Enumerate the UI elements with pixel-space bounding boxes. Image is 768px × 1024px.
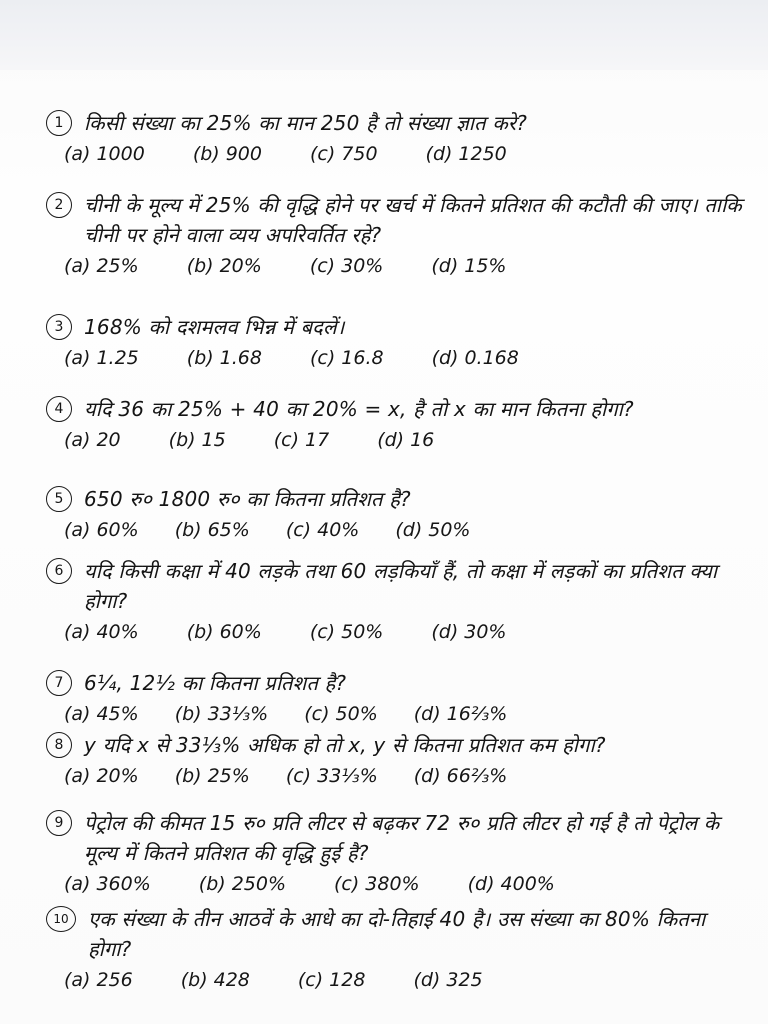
question-5 xyxy=(46,484,746,544)
option-a: (a) 256 xyxy=(64,969,133,991)
question-number: 8 xyxy=(46,732,72,758)
option-b: (b) 20% xyxy=(186,255,262,277)
question-number: 9 xyxy=(46,810,72,836)
question-text: एक संख्या के तीन आठवें के आधे का दो-तिहाई 40 है। उस संख्या का 80% कितना होगा? xyxy=(88,907,706,961)
option-c: (c) 50% xyxy=(309,621,384,643)
question-text: 168% को दशमलव भिन्न में बदलें। xyxy=(84,315,345,339)
question-7 xyxy=(46,668,746,728)
option-a: (a) 360% xyxy=(64,873,151,895)
question-text: चीनी के मूल्य में 25% की वृद्धि होने पर खर्च में कितने प्रतिशत की कटौती की जाए। ताकि चीनी पर होने वाला व्यय अपरिवर्तित रहे? xyxy=(84,193,742,247)
question-6 xyxy=(46,556,746,646)
option-b: (b) 60% xyxy=(186,621,262,643)
options xyxy=(64,762,746,790)
option-d: (d) 66⅔% xyxy=(413,765,508,787)
question-number: 6 xyxy=(46,558,72,584)
option-d: (d) 1250 xyxy=(425,143,507,165)
option-a: (a) 20 xyxy=(64,429,121,451)
option-c: (c) 128 xyxy=(297,969,366,991)
question-number: 4 xyxy=(46,396,72,422)
option-b: (b) 25% xyxy=(174,765,250,787)
options xyxy=(64,252,746,280)
option-d: (d) 16⅔% xyxy=(413,703,508,725)
options xyxy=(64,140,746,168)
option-b: (b) 33⅓% xyxy=(174,703,269,725)
options xyxy=(64,344,746,372)
option-c: (c) 17 xyxy=(273,429,330,451)
option-a: (a) 1000 xyxy=(64,143,145,165)
question-4 xyxy=(46,394,746,454)
option-b: (b) 900 xyxy=(192,143,262,165)
question-2 xyxy=(46,190,746,280)
question-number: 7 xyxy=(46,670,72,696)
question-number: 5 xyxy=(46,486,72,512)
option-a: (a) 60% xyxy=(64,519,139,541)
option-a: (a) 1.25 xyxy=(64,347,139,369)
question-9 xyxy=(46,808,746,898)
question-text: 650 रु० 1800 रु० का कितना प्रतिशत है? xyxy=(84,487,411,511)
option-a: (a) 25% xyxy=(64,255,139,277)
option-d: (d) 50% xyxy=(395,519,471,541)
question-number: 3 xyxy=(46,314,72,340)
option-b: (b) 65% xyxy=(174,519,250,541)
options xyxy=(64,700,746,728)
option-d: (d) 400% xyxy=(467,873,555,895)
question-text: 6¼, 12½ का कितना प्रतिशत है? xyxy=(84,671,347,695)
options xyxy=(64,516,746,544)
option-c: (c) 33⅓% xyxy=(285,765,378,787)
question-text: y यदि x से 33⅓% अधिक हो तो x, y से कितना प्रतिशत कम होगा? xyxy=(84,733,606,757)
option-b: (b) 15 xyxy=(168,429,226,451)
option-c: (c) 40% xyxy=(285,519,360,541)
option-d: (d) 15% xyxy=(431,255,507,277)
question-text: किसी संख्या का 25% का मान 250 है तो संख्या ज्ञात करे? xyxy=(84,111,528,135)
question-number: 10 xyxy=(46,906,76,932)
question-text: पेट्रोल की कीमत 15 रु० प्रति लीटर से बढ़कर 72 रु० प्रति लीटर हो गई है तो पेट्रोल के मूल्य में कितने प्रतिशत की वृद्धि हुई है? xyxy=(84,811,720,865)
option-d: (d) 0.168 xyxy=(431,347,519,369)
question-text: यदि 36 का 25% + 40 का 20% = x, है तो x का मान कितना होगा? xyxy=(84,397,634,421)
option-c: (c) 50% xyxy=(304,703,378,725)
option-b: (b) 250% xyxy=(198,873,287,895)
option-a: (a) 20% xyxy=(64,765,139,787)
option-d: (d) 16 xyxy=(377,429,435,451)
option-d: (d) 325 xyxy=(413,969,483,991)
option-c: (c) 380% xyxy=(334,873,420,895)
options xyxy=(64,426,746,454)
question-3 xyxy=(46,312,746,372)
option-a: (a) 45% xyxy=(64,703,139,725)
options xyxy=(64,870,746,898)
question-text: यदि किसी कक्षा में 40 लड़के तथा 60 लड़कियाँ हैं, तो कक्षा में लड़कों का प्रतिशत क्या होगा? xyxy=(84,559,718,613)
options xyxy=(64,966,746,994)
option-c: (c) 16.8 xyxy=(309,347,384,369)
question-8 xyxy=(46,730,746,790)
options xyxy=(64,618,746,646)
question-number: 1 xyxy=(46,110,72,136)
page-top-shadow xyxy=(0,0,768,70)
question-number: 2 xyxy=(46,192,72,218)
option-d: (d) 30% xyxy=(431,621,507,643)
option-b: (b) 1.68 xyxy=(186,347,262,369)
question-10 xyxy=(46,904,746,994)
question-1 xyxy=(46,108,746,168)
option-b: (b) 428 xyxy=(180,969,250,991)
option-c: (c) 30% xyxy=(309,255,384,277)
option-a: (a) 40% xyxy=(64,621,139,643)
option-c: (c) 750 xyxy=(309,143,378,165)
